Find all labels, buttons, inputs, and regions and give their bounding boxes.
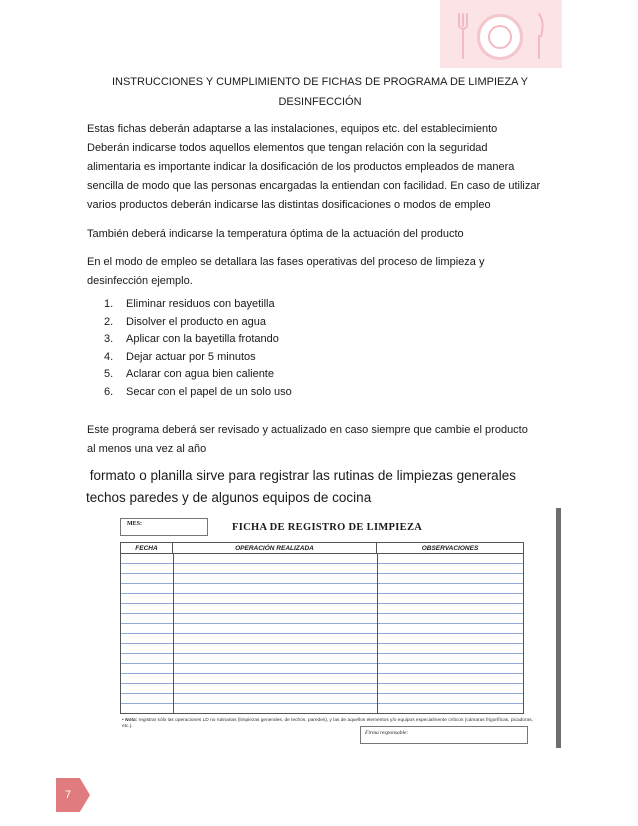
note-label: Nota:	[125, 718, 138, 723]
fork-icon	[456, 12, 470, 60]
step-number: 1.	[104, 298, 114, 310]
text-line: Deberán indicarse todos aquellos elementos que tengan relación con la seguridad	[87, 142, 488, 154]
paragraph-temperature	[87, 225, 557, 244]
month-field: MES:	[120, 518, 208, 536]
text-line: al menos una vez al año	[87, 443, 207, 455]
list-item	[104, 349, 292, 367]
list-item	[104, 384, 292, 402]
column-divider	[173, 554, 174, 713]
text-line: En el modo de empleo se detallara las fases operativas del proceso de limpieza y	[87, 256, 485, 268]
form-title: FICHA DE REGISTRO DE LIMPIEZA	[232, 522, 423, 533]
step-text: Aclarar con agua bien caliente	[126, 368, 274, 381]
caption-line: techos paredes y de algunos equipos de cocina	[86, 490, 372, 505]
paragraph-review	[87, 421, 557, 459]
step-number: 5.	[104, 368, 114, 381]
step-number: 2.	[104, 315, 114, 328]
steps-list	[104, 296, 292, 402]
list-item	[104, 296, 292, 314]
title-line-2: DESINFECCIÓN	[278, 96, 362, 108]
step-text: Secar con el papel de un solo uso	[126, 385, 292, 398]
column-header-operation: OPERACIÓN REALIZADA	[173, 543, 377, 553]
table-header	[121, 543, 523, 554]
scan-edge	[556, 508, 561, 748]
text-line: Estas fichas deberán adaptarse a las instalaciones, equipos etc. del establecimiento	[87, 123, 498, 135]
page-number-badge	[56, 778, 90, 812]
knife-icon	[532, 12, 546, 60]
document-title	[90, 72, 550, 112]
signature-field: Firma responsable:	[360, 726, 528, 744]
plate-icon	[477, 14, 523, 60]
form-note: • Nota: registrar sólo las operaciones LD no rutinarias (limpiezas generales, de techos, paredes), y las de aquellos elementos y/o equipos especialmente críticos (cámaras frigoríficas, picadoras, etc.).	[122, 718, 533, 729]
step-number: 4.	[104, 350, 114, 363]
page-number: 7	[64, 789, 72, 801]
column-divider	[377, 554, 378, 713]
column-header-date: FECHA	[121, 543, 173, 553]
column-header-observations: OBSERVACIONES	[421, 544, 479, 552]
list-item	[104, 366, 292, 384]
note-text: registrar sólo las operaciones LD no rutinarias (limpiezas generales, de techos, paredes), y las de aquellos elementos y/o equipos especialmente críticos (cámaras frigoríficas, picadoras, etc.).	[122, 718, 533, 729]
text-line: sencilla de modo que las personas encargadas la entiendan con facilidad. En caso de utilizar	[87, 180, 541, 192]
step-text: Dejar actuar por 5 minutos	[126, 350, 256, 363]
table-rows	[121, 554, 523, 713]
record-table	[120, 542, 524, 714]
caption-line: formato o planilla sirve para registrar las rutinas de limpiezas generales	[86, 468, 516, 483]
text-line: varios productos deberán indicarse las distintas dosificaciones o modos de empleo	[87, 199, 491, 211]
step-number: 6.	[104, 385, 114, 398]
step-text: Disolver el producto en agua	[126, 315, 267, 328]
list-item	[104, 314, 292, 332]
restaurant-logo	[440, 0, 562, 68]
step-text: Eliminar residuos con bayetilla	[126, 298, 275, 310]
paragraph-usage	[87, 253, 557, 291]
text-line: Este programa deberá ser revisado y actualizado en caso siempre que cambie el producto	[87, 424, 528, 436]
text-line: desinfección ejemplo.	[87, 275, 193, 287]
text-line: También deberá indicarse la temperatura óptima de la actuación del producto	[87, 228, 464, 240]
title-line-1: INSTRUCCIONES Y CUMPLIMIENTO DE FICHAS DE PROGRAMA DE LIMPIEZA Y	[111, 76, 529, 88]
step-text: Aplicar con la bayetilla frotando	[126, 333, 279, 346]
form-caption	[86, 465, 566, 509]
list-item	[104, 331, 292, 349]
step-number: 3.	[104, 333, 114, 346]
paragraph-intro	[87, 120, 557, 215]
text-line: alimentaria es importante indicar la dosificación de los productos empleados de manera	[87, 161, 515, 173]
cleaning-record-form	[104, 508, 560, 746]
